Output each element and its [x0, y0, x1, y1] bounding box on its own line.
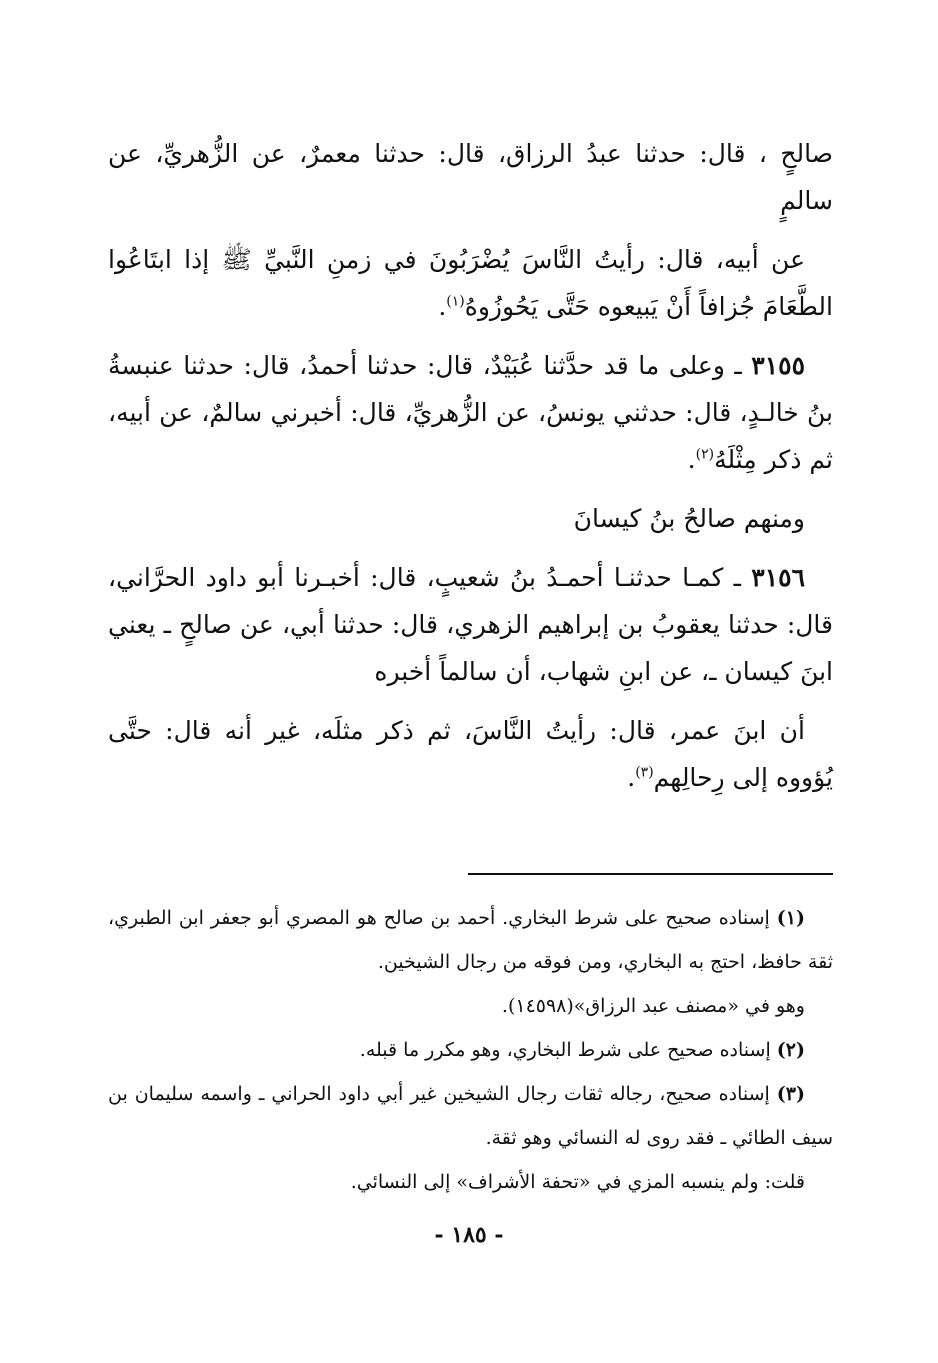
footnote-1-text: إسناده صحيح على شرط البخاري. أحمد بن صالح هو المصري أبو جعفر ابن الطبري، ثقة حافظ، احتج به البخاري، ومن فوقه من رجال الشيخين.	[108, 907, 833, 973]
paragraph-1-text: صالحٍ ، قال: حدثنا عبدُ الرزاق، قال: حدثنا معمرٌ، عن الزُّهريِّ، عن سالمٍ	[108, 139, 833, 215]
footnote-ref-3[interactable]: (٣)	[635, 764, 654, 781]
footnote-3-continuation: قلت: ولم ينسبه المزي في «تحفة الأشراف» إلى النسائي.	[350, 1171, 805, 1193]
paragraph-5-text: أن ابنَ عمر، قال: رأيتُ النَّاسَ، ثم ذكر مثلَه، غير أنه قال: حتَّى يُؤووه إلى رِحالِهم	[108, 716, 833, 792]
footnote-1-continuation: وهو في «مصنف عبد الرزاق»(١٤٥٩٨).	[501, 995, 805, 1017]
footnote-3-number: (٣)	[776, 1083, 805, 1105]
footnote-2-number: (٢)	[776, 1039, 805, 1061]
footnote-1	[108, 896, 833, 984]
hadith-3156	[108, 554, 833, 695]
footnote-ref-1[interactable]: (١)	[446, 293, 465, 310]
hadith-number-3156: ٣١٥٦	[751, 563, 805, 592]
paragraph-5	[108, 707, 833, 801]
section-heading: ومنهم صالحُ بنُ كيسانَ	[573, 504, 805, 533]
footnotes	[108, 896, 833, 1204]
paragraph-2	[108, 236, 833, 330]
paragraph-2-text: عن أبيه، قال: رأيتُ النَّاسَ يُضْرَبُونَ في زمنِ النَّبيِّ ﷺ إذا ابتَاعُوا الطَّعَامَ جُزافاً أَنْ يَبيعوه حَتَّى يَحُوزُوهُ	[108, 245, 833, 321]
hadith-3155	[108, 342, 833, 483]
paragraph-2-end: .	[438, 292, 447, 321]
footnote-1-number: (١)	[776, 907, 805, 929]
footnote-2-text: إسناده صحيح على شرط البخاري، وهو مكرر ما قبله.	[359, 1039, 777, 1061]
footnote-ref-2[interactable]: (٢)	[695, 446, 715, 463]
footnote-2	[108, 1028, 833, 1072]
footnote-divider	[468, 873, 833, 874]
paragraph-5-end: .	[627, 763, 636, 792]
main-text	[108, 130, 833, 813]
footnote-3-text: إسناده صحيح، رجاله ثقات رجال الشيخين غير أبي داود الحراني ـ واسمه سليمان بن سيف الطائي ـ فقد روى له النسائي وهو ثقة.	[108, 1083, 833, 1149]
page-number: - ١٨٥ -	[434, 1222, 504, 1248]
footnote-3	[108, 1072, 833, 1160]
hadith-number-3155: ٣١٥٥	[751, 351, 805, 380]
hadith-3156-text: ـ كمـا حدثنـا أحمـدُ بنُ شعيبٍ، قال: أخبـرنا أبو داود الحرَّاني، قال: حدثنا يعقوبُ بن إبراهيم الزهري، قال: حدثنا أبي، عن صالحٍ ـ يعني ابنَ كيسان ـ، عن ابنِ شهاب، أن سالماً أخبره	[108, 563, 833, 686]
paragraph-1	[108, 130, 833, 224]
hadith-3155-text: ـ وعلى ما قد حدَّثنا عُبَيْدٌ، قال: حدثنا أحمدُ، قال: حدثنا عنبسةُ بنُ خالـدٍ، قال: حدثني يونسُ، عن الزُّهريِّ، قال: أخبرني سالمٌ، عن أبيه، ثم ذكر مِثْلَهُ	[108, 351, 833, 474]
hadith-3155-end: .	[687, 445, 696, 474]
